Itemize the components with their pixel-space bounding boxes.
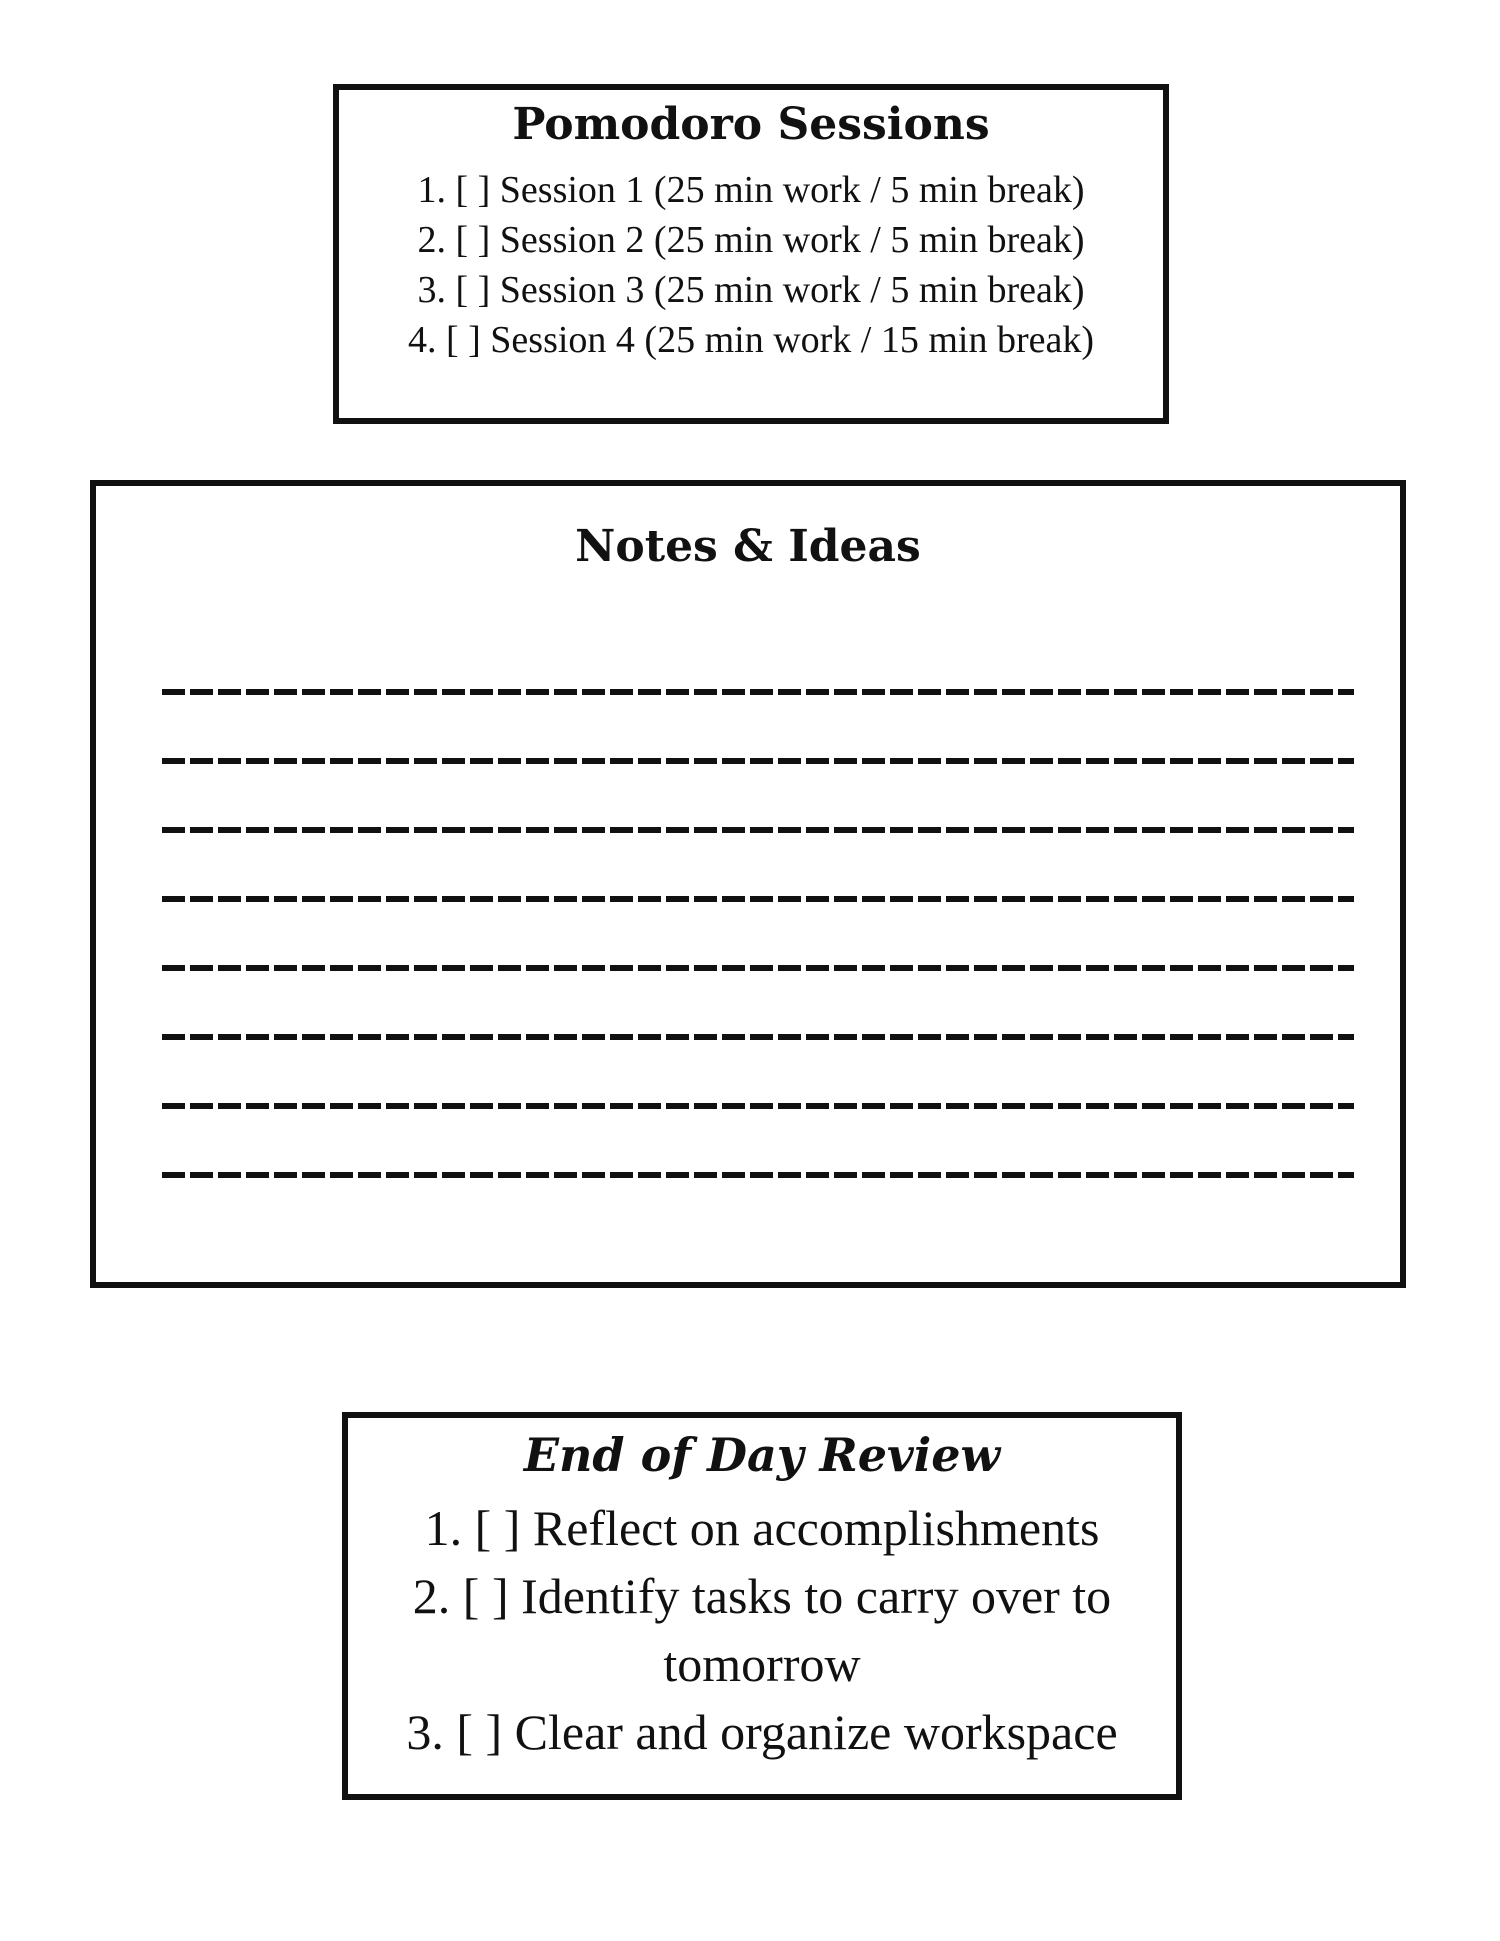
notes-line[interactable] <box>162 689 1354 695</box>
pomodoro-sessions-box <box>333 84 1169 424</box>
notes-ideas-box <box>90 480 1406 1288</box>
session-1-item[interactable]: 1. [ ] Session 1 (25 min work / 5 min break) <box>417 169 1085 211</box>
end-of-day-review-box <box>342 1412 1182 1800</box>
notes-line[interactable] <box>162 1103 1354 1109</box>
notes-ideas-title: Notes & Ideas <box>575 521 921 572</box>
notes-line[interactable] <box>162 827 1354 833</box>
session-3-item[interactable]: 3. [ ] Session 3 (25 min work / 5 min break) <box>417 269 1085 311</box>
notes-line[interactable] <box>162 896 1354 902</box>
end-of-day-review-title: End of Day Review <box>523 1428 1001 1482</box>
review-item-reflect[interactable]: 1. [ ] Reflect on accomplishments <box>424 1500 1100 1556</box>
notes-writing-lines[interactable] <box>162 689 1354 1241</box>
review-item-carry-over[interactable]: 2. [ ] Identify tasks to carry over to tomorrow <box>412 1568 1112 1692</box>
notes-line[interactable] <box>162 1034 1354 1040</box>
notes-line[interactable] <box>162 758 1354 764</box>
notes-line[interactable] <box>162 1172 1354 1178</box>
session-4-item[interactable]: 4. [ ] Session 4 (25 min work / 15 min break) <box>407 319 1095 361</box>
pomodoro-sessions-title: Pomodoro Sessions <box>512 99 990 150</box>
session-2-item[interactable]: 2. [ ] Session 2 (25 min work / 5 min break) <box>417 219 1085 261</box>
notes-line[interactable] <box>162 965 1354 971</box>
review-item-clear-workspace[interactable]: 3. [ ] Clear and organize workspace <box>406 1704 1118 1760</box>
pomodoro-sessions-list <box>339 165 1163 365</box>
end-of-day-review-list <box>348 1494 1176 1766</box>
